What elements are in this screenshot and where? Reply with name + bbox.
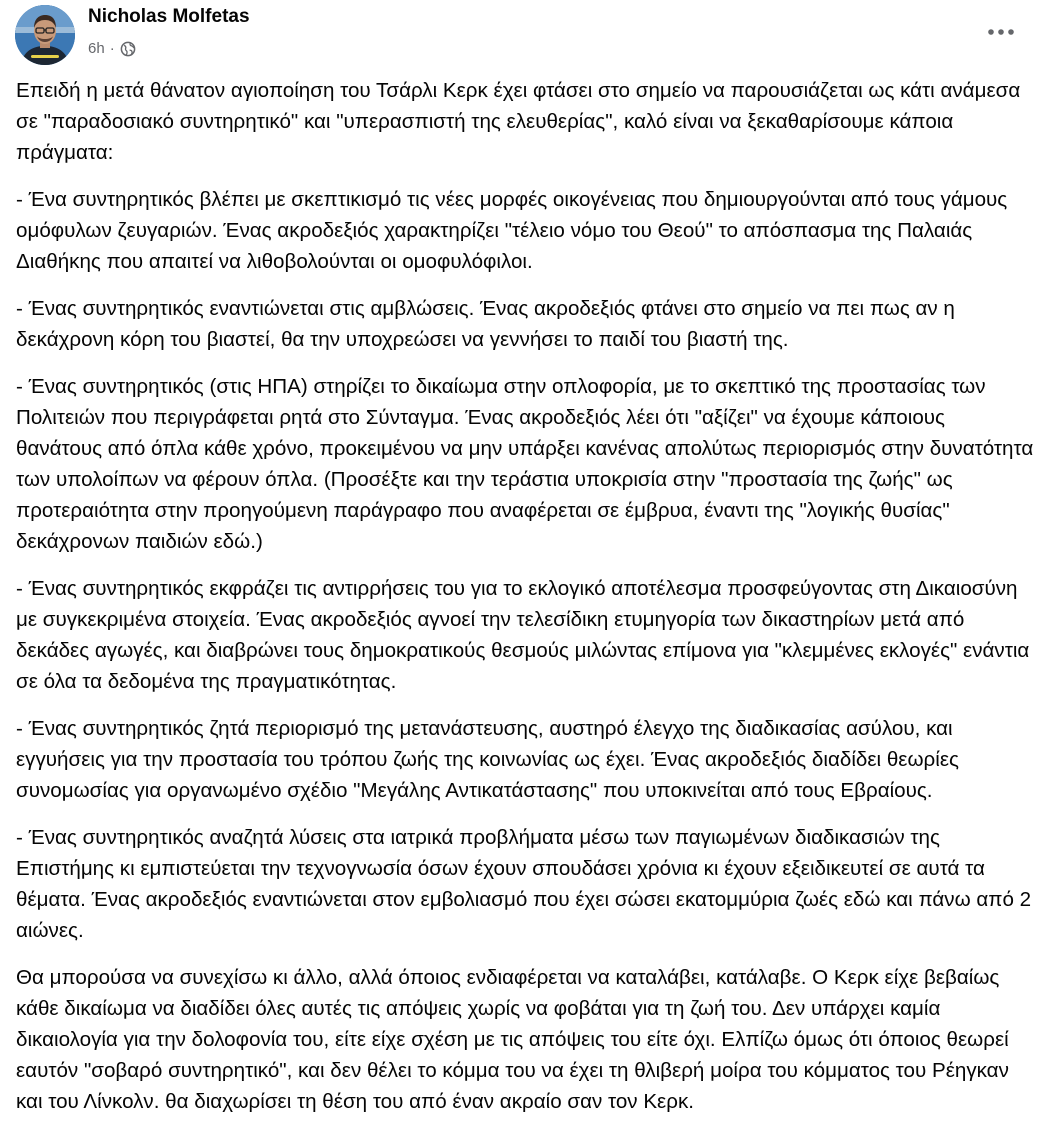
post-timestamp[interactable]: 6h <box>88 39 105 57</box>
meta-separator: · <box>109 39 115 57</box>
post-paragraph: Θα μπορούσα να συνεχίσω κι άλλο, αλλά όποιος ενδιαφέρεται να καταλάβει, κατάλαβε. Ο Κερκ είχε βεβαίως κάθε δικαίωμα να διαδίδει όλες αυτές τις απόψεις χωρίς να φοβάται για τη ζωή του. Δεν υπάρχει καμία δικαιολογία για την δολοφονία του, είτε είχε σχέση με τις απόψεις του είτε όχι. Ελπίζω όμως ότι όποιος θεωρεί εαυτόν "σοβαρό συντηρητικό", και δεν θέλει το κόμμα του να έχει τη θλιβερή μοίρα του κόμματος του Ρέηγκαν και του Λίνκολν. θα διαχωρίσει τη θέση του από έναν ακραίο σαν τον Κερκ. <box>16 966 1009 1113</box>
post-paragraph: - Ένας συντηρητικός ζητά περιορισμό της μετανάστευσης, αυστηρό έλεγχο της διαδικασίας ασύλου, και εγγυήσεις για την προστασία του τρόπου ζωής της κοινωνίας ως έχει. Ένας ακροδεξιός διαδίδει θεωρίες συνομωσίας για οργανωμένο σχέδιο "Μεγάλης Αντικατάστασης" που υποκινείται από τους Εβραίους. <box>16 717 959 802</box>
post-paragraph: - Ένας συντηρητικός αναζητά λύσεις στα ιατρικά προβλήματα μέσω των παγιωμένων διαδικασιών της Επιστήμης κι εμπιστεύεται την τεχνογνωσία όσων έχουν σπουδάσει χρόνια κι έχουν εξειδικευτεί σε αυτά τα θέματα. Ένας ακροδεξιός εναντιώνεται στον εμβολιασμό που έχει σώσει εκατομμύρια ζωές εδώ και πάνω από 2 αιώνες. <box>16 826 1032 942</box>
globe-icon[interactable] <box>120 41 136 57</box>
post-body <box>16 75 1034 1133</box>
post-meta <box>88 38 136 58</box>
more-options-icon <box>987 28 1015 36</box>
author-avatar[interactable] <box>15 5 75 65</box>
post-paragraph: - Ένας συντηρητικός (στις ΗΠΑ) στηρίζει το δικαίωμα στην οπλοφορία, με το σκεπτικό της προστασίας των Πολιτειών που περιγράφεται ρητά στο Σύνταγμα. Ένας ακροδεξιός λέει ότι "αξίζει" να έχουμε κάποιους θανάτους από όπλα κάθε χρόνο, προκειμένου να μην υπάρξει κανένας απολύτως περιορισμός στην δυνατότητα των υπολοίπων να φέρουν όπλα. (Προσέξτε και την τεράστια υποκρισία στην "προστασία της ζωής" ως προτεραιότητα στην προηγούμενη παράγραφο που αναφέρεται σε έμβρυα, έναντι της "λογικής θυσίας" δεκάχρονων παιδιών εδώ.) <box>16 375 1034 553</box>
post-paragraph: Επειδή η μετά θάνατον αγιοποίηση του Τσάρλι Κερκ έχει φτάσει στο σημείο να παρουσιάζεται ως κάτι ανάμεσα σε "παραδοσιακό συντηρητικό" και "υπερασπιστή της ελευθερίας", καλό είναι να ξεκαθαρίσουμε κάποια πράγματα: <box>16 79 1021 164</box>
profile-avatar <box>15 5 75 65</box>
more-options-button[interactable] <box>978 14 1024 50</box>
author-name[interactable]: Nicholas Molfetas <box>88 6 250 27</box>
post-paragraph: - Ένας συντηρητικός εκφράζει τις αντιρρήσεις του για το εκλογικό αποτέλεσμα προσφεύγοντας στη Δικαιοσύνη με συγκεκριμένα στοιχεία. Ένας ακροδεξιός αγνοεί την τελεσίδικη ετυμηγορία των δικαστηρίων μετά από δεκάδες αγωγές, και διαβρώνει τους δημοκρατικούς θεσμούς μιλώντας επίμονα για "κλεμμένες εκλογές" ενάντια σε όλα τα δεδομένα της πραγματικότητας. <box>16 577 1030 693</box>
post-paragraph: - Ένας συντηρητικός εναντιώνεται στις αμβλώσεις. Ένας ακροδεξιός φτάνει στο σημείο να πει πως αν η δεκάχρονη κόρη του βιαστεί, θα την υποχρεώσει να γεννήσει το παιδί του βιαστή της. <box>16 297 955 351</box>
post-paragraph: - Ένα συντηρητικός βλέπει με σκεπτικισμό τις νέες μορφές οικογένειας που δημιουργούνται από τους γάμους ομόφυλων ζευγαριών. Ένας ακροδεξιός χαρακτηρίζει "τέλειο νόμο του Θεού" το απόσπασμα της Παλαιάς Διαθήκης που απαιτεί να λιθοβολούνται οι ομοφυλόφιλοι. <box>16 188 1008 273</box>
